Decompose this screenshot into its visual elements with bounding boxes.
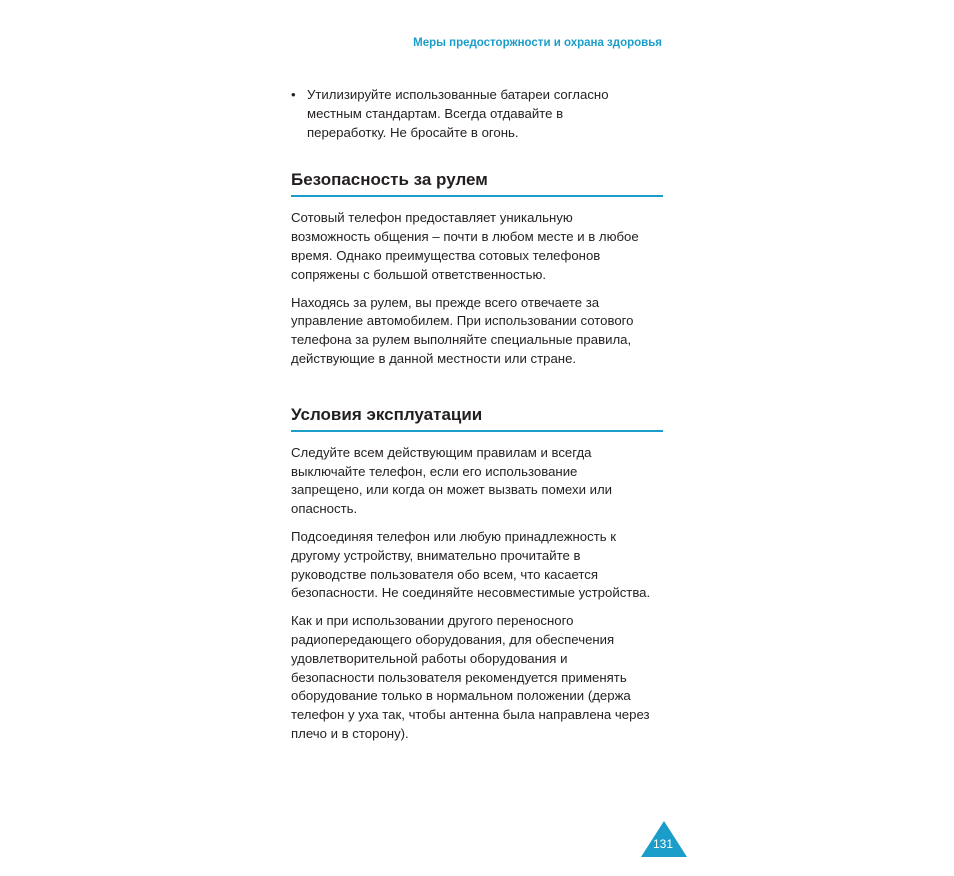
paragraph-line: опасность. [291,501,358,517]
section-title-driving-safety: Безопасность за рулем [291,170,663,197]
paragraph-line: управление автомобилем. При использовании сотового [291,313,634,329]
bullet-line: Утилизируйте использованные батареи согласно [307,87,609,102]
paragraph-line: Подсоединяя телефон или любую принадлежность к [291,528,617,544]
bullet-line: переработку. Не бросайте в огонь. [307,124,519,140]
paragraph-line: время. Однако преимущества сотовых телефонов [291,247,601,263]
paragraph-line: Следуйте всем действующим правилам и всегда [291,444,592,460]
paragraph-line: радиопередающего оборудования, для обеспечения [291,631,615,647]
paragraph-line: Как и при использовании другого переносного [291,613,574,629]
paragraph [291,528,663,603]
paragraph-line: телефона за рулем выполняйте специальные правила, [291,332,632,348]
paragraph [291,209,663,284]
bullet-line: местным стандартам. Всегда отдавайте в [307,105,564,121]
paragraph-line: запрещено, или когда он может вызвать помехи или [291,482,613,498]
paragraph-line: Находясь за рулем, вы прежде всего отвечаете за [291,294,600,310]
paragraph [291,294,663,369]
paragraph [291,444,663,519]
paragraph-line: телефон у уха так, чтобы антенна была направлена через [291,707,650,723]
paragraph-line: сопряжены с большой ответственностью. [291,266,547,282]
bullet-item [291,86,663,142]
paragraph-line: возможность общения – почти в любом месте и в любое [291,229,639,245]
paragraph [291,612,663,744]
paragraph-line: оборудование только в нормальном положении (держа [291,688,631,704]
bullet-marker: • [291,87,296,102]
paragraph-line: плечо и в сторону). [291,725,409,741]
paragraph-line: Сотовый телефон предоставляет уникальную [291,210,573,226]
section-title-operating-conditions: Условия эксплуатации [291,405,663,432]
paragraph-line: удовлетворительной работы оборудования и [291,650,568,666]
battery-bullet-list [291,86,663,142]
content-column [291,86,663,744]
paragraph-line: другому устройству, внимательно прочитайте в [291,547,581,563]
paragraph-line: действующие в данной местности или стране. [291,350,577,366]
paragraph-line: безопасности пользователя рекомендуется применять [291,669,627,685]
running-header: Меры предосторжности и охрана здоровья [413,37,662,49]
page-number: 131 [652,837,674,851]
paragraph-line: безопасности. Не соединяйте несовместимые устройства. [291,585,651,601]
paragraph-line: выключайте телефон, если его использование [291,463,578,479]
paragraph-line: руководстве пользователя обо всем, что касается [291,566,598,582]
